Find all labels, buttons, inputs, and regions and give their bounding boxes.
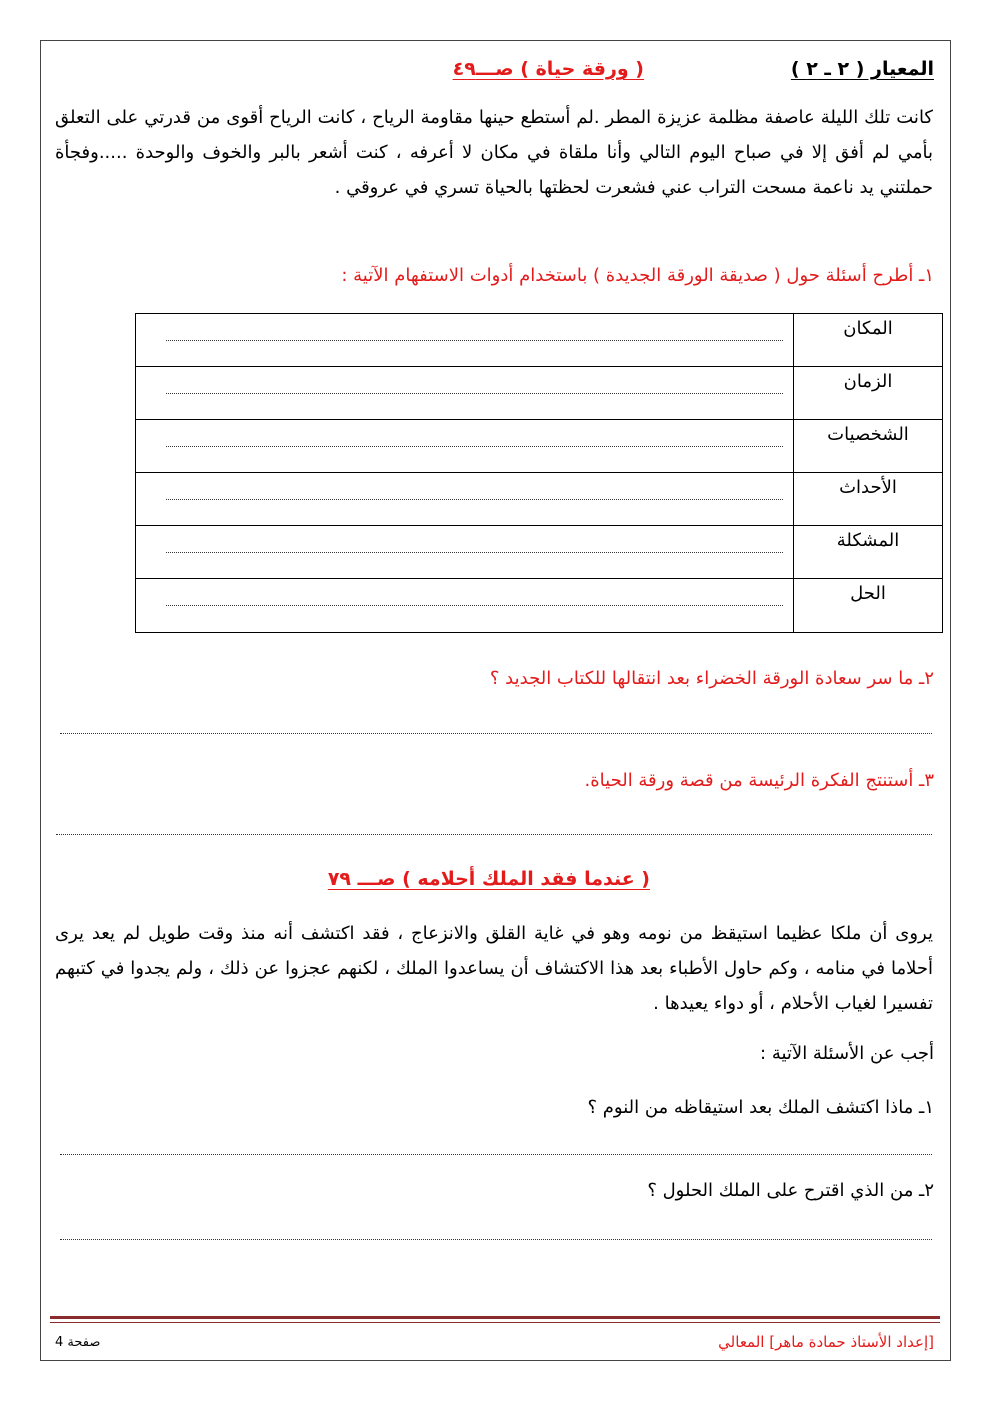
row-label: المشكلة xyxy=(794,526,943,579)
section2-question2: ٢ـ من الذي اقترح على الملك الحلول ؟ xyxy=(647,1180,934,1201)
row-label: الشخصيات xyxy=(794,420,943,473)
story1-paragraph: كانت تلك الليلة عاصفة مظلمة عزيزة المطر .لم أستطع حينها مقاومة الرياح ، كانت الرياح أقوى من قدرتي على التعلق بأمي لم أفق إلا في صباح اليوم التالي وأنا ملقاة في مكان لا أعرفه ، كنت أشعر بالبر والخوف والوحدة .....وفجأة حملتني يد ناعمة مسحت التراب عني فشعرت لحظتها بالحياة تسري في عروقي . xyxy=(55,107,933,198)
page-border xyxy=(40,40,951,1361)
table-row xyxy=(136,526,943,579)
answer-cell[interactable] xyxy=(136,526,794,579)
question3-text: ٣ـ أستنتج الفكرة الرئيسة من قصة ورقة الحياة. xyxy=(584,770,934,791)
section2-title: ( عندما فقد الملك أحلامه ) صـــ ٧٩ xyxy=(327,868,650,890)
answer-instruction: أجب عن الأسئلة الآتية : xyxy=(760,1043,934,1064)
answer-cell[interactable] xyxy=(136,473,794,526)
table-row xyxy=(136,473,943,526)
section1-title: ( ورقة حياة ) صـــ٤٩ xyxy=(452,58,644,80)
footer-page-number: صفحة 4 xyxy=(55,1335,101,1350)
table-row xyxy=(136,579,943,633)
question-words-table xyxy=(135,313,943,633)
row-label: المكان xyxy=(794,314,943,367)
answer-cell[interactable] xyxy=(136,314,794,367)
table-row xyxy=(136,314,943,367)
footer-divider xyxy=(50,1316,940,1319)
answer-line[interactable] xyxy=(60,733,932,734)
row-label: الأحداث xyxy=(794,473,943,526)
section2-question1: ١ـ ماذا اكتشف الملك بعد استيقاظه من النوم ؟ xyxy=(587,1097,934,1118)
answer-cell[interactable] xyxy=(136,367,794,420)
answer-cell[interactable] xyxy=(136,579,794,633)
table-row xyxy=(136,420,943,473)
footer-divider-thin xyxy=(50,1322,940,1323)
answer-line[interactable] xyxy=(56,834,932,835)
question2-text: ٢ـ ما سر سعادة الورقة الخضراء بعد انتقالها للكتاب الجديد ؟ xyxy=(489,668,934,689)
row-label: الزمان xyxy=(794,367,943,420)
footer-author: [إعداد الأستاذ حمادة ماهر] المعالي xyxy=(718,1333,934,1351)
answer-line[interactable] xyxy=(60,1239,932,1240)
question1-text: ١ـ أطرح أسئلة حول ( صديقة الورقة الجديدة ) باستخدام أدوات الاستفهام الآتية : xyxy=(341,265,934,286)
story2-paragraph: يروى أن ملكا عظيما استيقظ من نومه وهو في غاية القلق والانزعاج ، فقد اكتشف أنه منذ وقت طويل لم يعد يرى أحلاما في منامه ، وكم حاول الأطباء بعد هذا الاكتشاف أن يساعدوا الملك ، لكنهم عجزوا عن ذلك ، ولم يجدوا في كتبهم تفسيرا لغياب الأحلام ، أو دواء يعيدها . xyxy=(55,923,933,1014)
answer-line[interactable] xyxy=(60,1154,932,1155)
answer-cell[interactable] xyxy=(136,420,794,473)
criterion-label: المعيار ( ٢ ـ ٢ ) xyxy=(790,58,934,80)
table-row xyxy=(136,367,943,420)
row-label: الحل xyxy=(794,579,943,633)
